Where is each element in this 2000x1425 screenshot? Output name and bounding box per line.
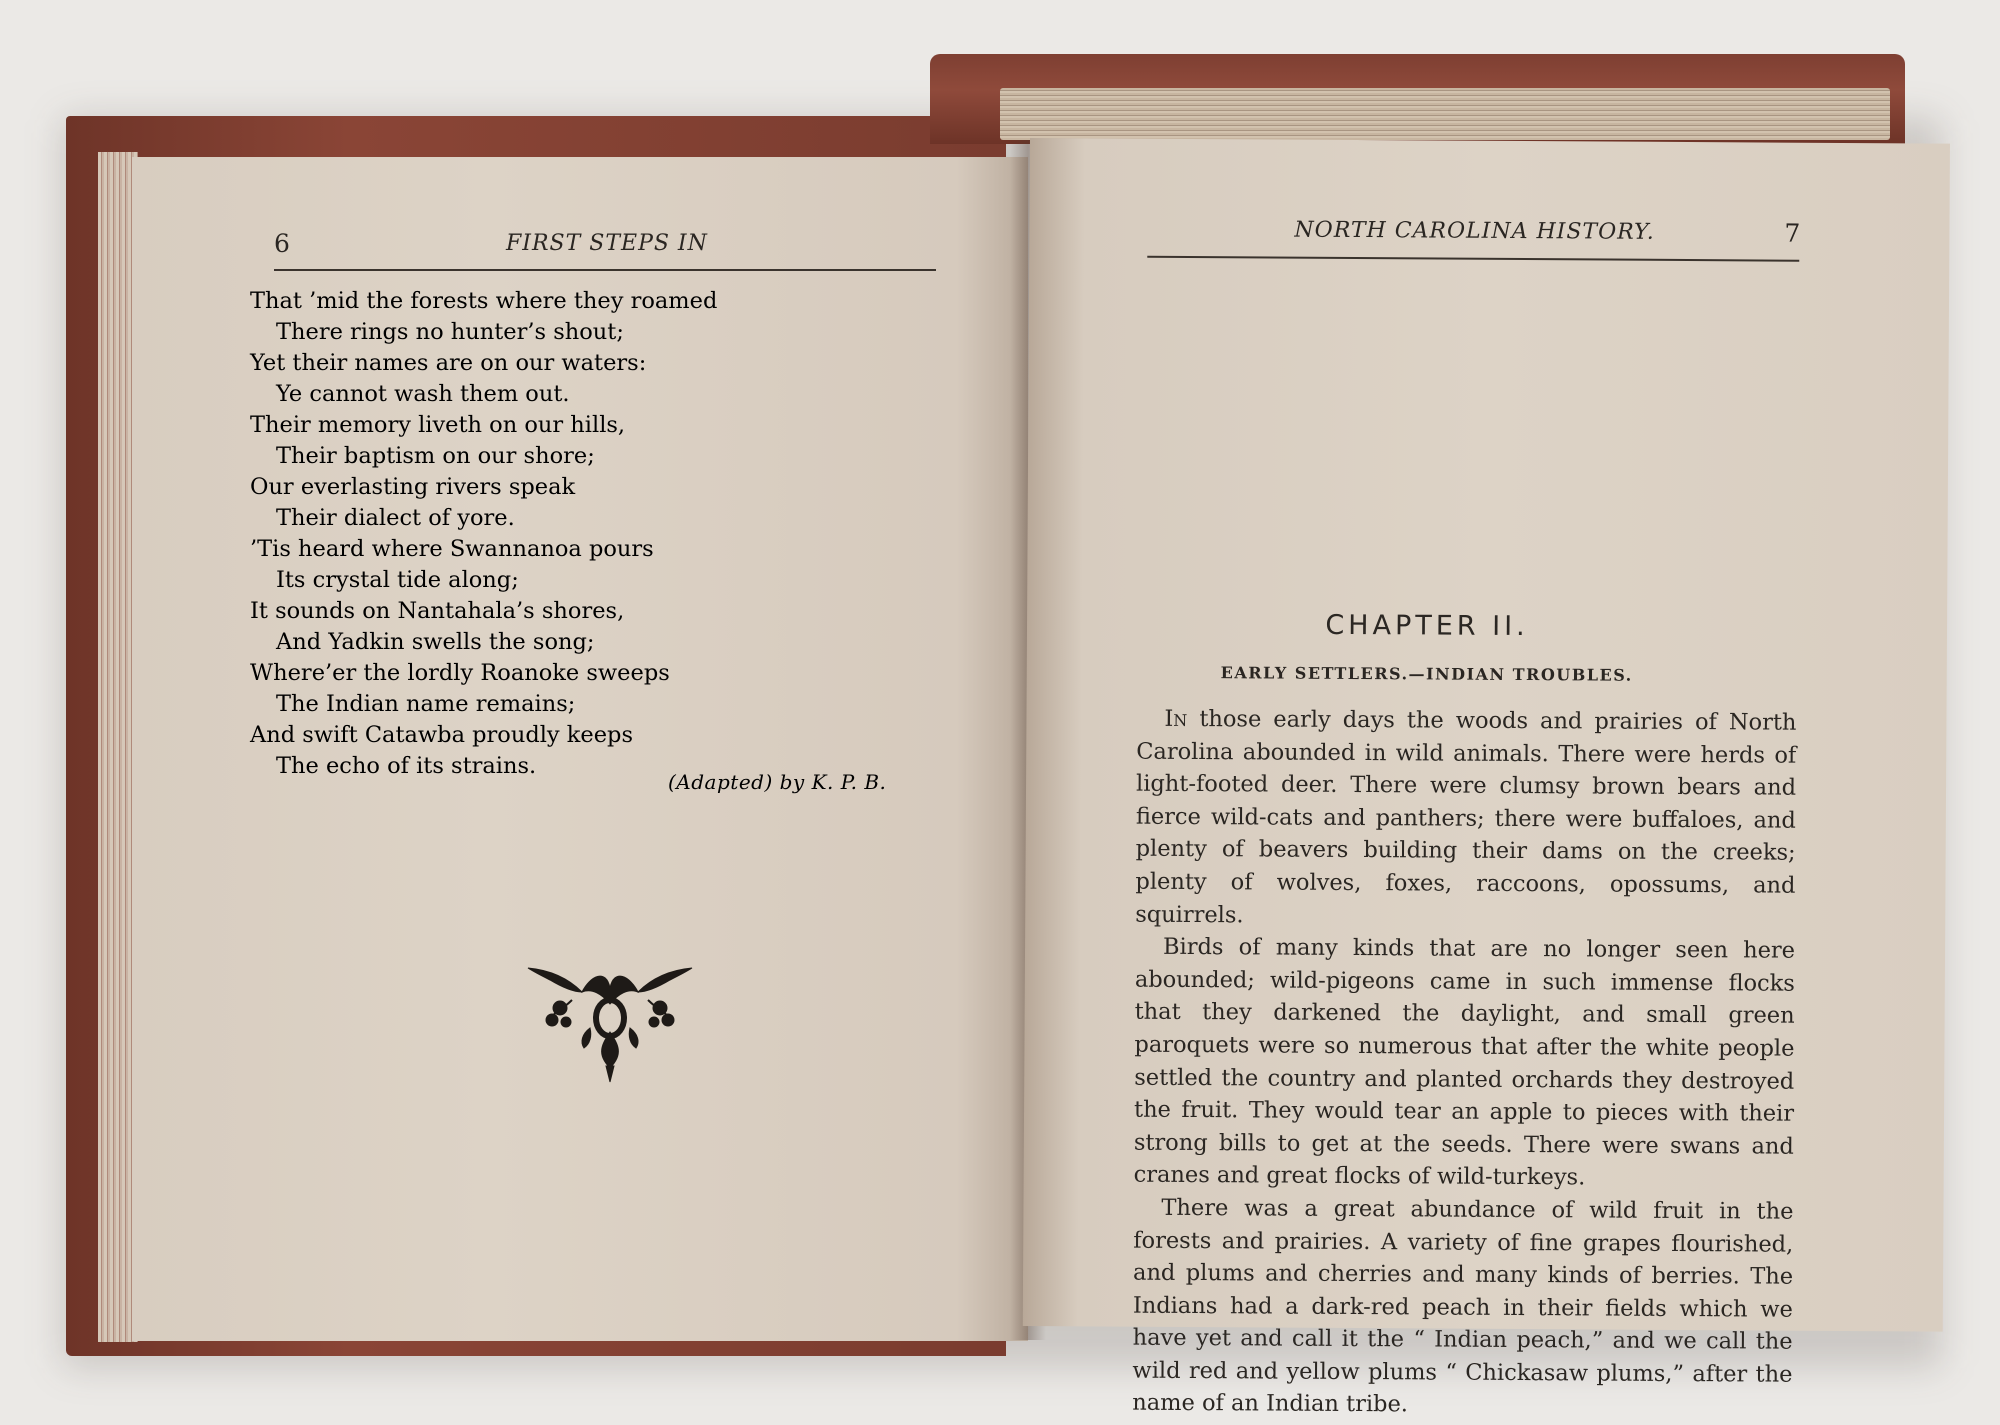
running-head: FIRST STEPS IN: [506, 231, 708, 256]
paragraph-text: Birds of many kinds that are no longer seen here abounded; wild-pigeons came in such immense flocks that they darkened the daylight, and small green paroquets were so numerous that after the white people settled the country and planted orchards they destroyed the fruit. They would tear an apple to pieces with their strong bills to get at the seeds. There were swans and cranes and great flocks of wild-turkeys.: [1133, 933, 1796, 1191]
poem-line: Their memory liveth on our hills,: [250, 412, 626, 438]
page-number: 6: [274, 229, 290, 258]
poem-line: And swift Catawba proudly keeps: [250, 722, 634, 748]
paragraph: [1134, 931, 1796, 1196]
chapter-body: [1132, 703, 1796, 1424]
floral-tailpiece-ornament: [520, 958, 700, 1088]
poem-line: That ’mid the forests where they roamed: [250, 288, 718, 314]
paragraph: [1132, 1192, 1793, 1424]
running-head: NORTH CAROLINA HISTORY.: [1294, 217, 1655, 245]
header-rule: [274, 269, 936, 271]
paragraph-text: those early days the woods and prairies of North Carolina abounded in wild animals. There were herds of light-footed deer. There were clumsy brown bears and fierce wild-cats and panthers; there were buffaloes, and plenty of beavers building their dams on the creeks; plenty of wolves, foxes, raccoons, opossums, and squirrels.: [1135, 705, 1797, 928]
poem-line: Its crystal tide along;: [276, 567, 519, 593]
page-block-edges: [1000, 88, 1890, 140]
poem-line: Yet their names are on our waters:: [250, 350, 647, 376]
poem-line: ’Tis heard where Swannanoa pours: [250, 536, 654, 562]
attribution: (Adapted) by K. P. B.: [668, 770, 887, 794]
poem-line: Our everlasting rivers speak: [250, 474, 576, 500]
poem-line: Ye cannot wash them out.: [276, 381, 570, 407]
poem-line: Their dialect of yore.: [276, 505, 515, 531]
drop-lead-word: In: [1164, 705, 1188, 732]
poem-line: Where’er the lordly Roanoke sweeps: [250, 660, 670, 686]
poem-line: Their baptism on our shore;: [276, 443, 595, 469]
chapter-title: CHAPTER II.: [1325, 609, 1529, 643]
poem-line: The echo of its strains.: [276, 753, 537, 779]
paragraph: [1135, 703, 1796, 935]
right-page: [1023, 138, 1950, 1418]
poem-line: It sounds on Nantahala’s shores,: [250, 598, 625, 624]
poem-line: There rings no hunter’s shout;: [276, 319, 624, 345]
poem: [250, 286, 890, 782]
paragraph-text: There was a great abundance of wild fruit in the forests and prairies. A variety of fine grapes flourished, and plums and cherries and many kinds of berries. The Indians had a dark-red peach in their fields which we have yet and call it the “ Indian peach,” and we call the wild red and yellow plums “ Chickasaw plums,” after the name of an Indian tribe.: [1132, 1194, 1794, 1418]
poem-line: The Indian name remains;: [276, 691, 576, 717]
header-rule: [1147, 256, 1799, 262]
poem-line: And Yadkin swells the song;: [276, 629, 595, 655]
page-number: 7: [1784, 218, 1801, 248]
chapter-subtitle: EARLY SETTLERS.—INDIAN TROUBLES.: [1220, 663, 1633, 685]
